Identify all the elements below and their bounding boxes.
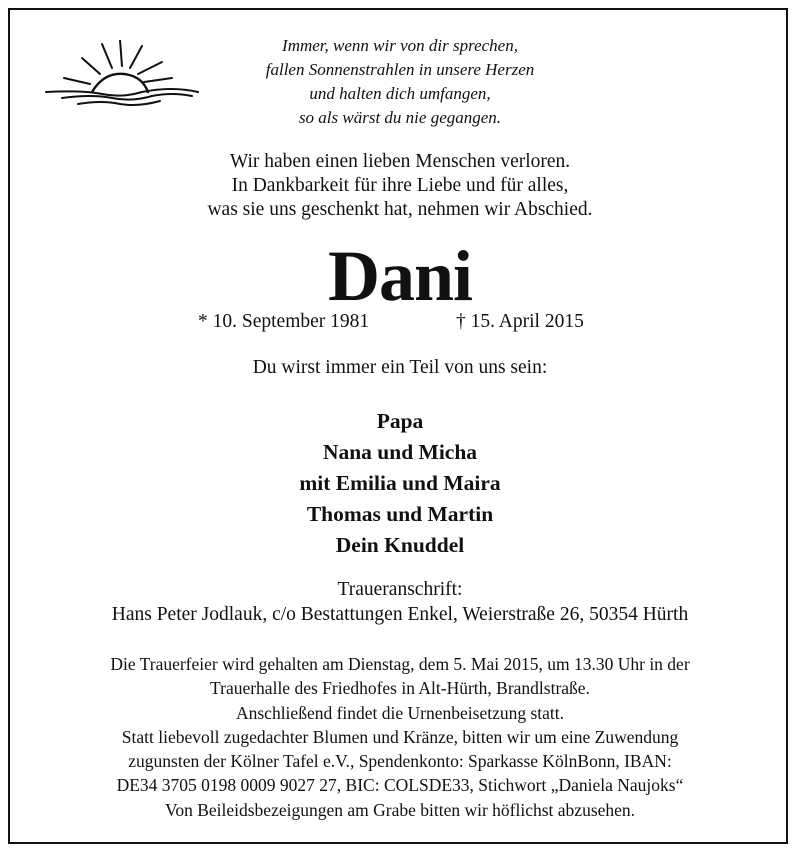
deceased-name: Dani (327, 236, 473, 316)
intro-line: was sie uns geschenkt hat, nehmen wir Abschied. (207, 199, 593, 220)
family-line: Nana und Micha (322, 440, 478, 464)
mourning-address: Hans Peter Jodlauk, c/o Bestattungen Enkel, Weierstraße 26, 50354 Hürth (111, 604, 689, 625)
family-line: Papa (376, 409, 424, 433)
death-date: † 15. April 2015 (456, 311, 584, 332)
sunrise-icon (42, 40, 200, 110)
notice-line: Statt liebevoll zugedachter Blumen und Kränze, bitten wir um eine Zuwendung (121, 726, 679, 747)
notice-line: Anschließend findet die Urnenbeisetzung statt. (235, 702, 565, 723)
family-line: mit Emilia und Maira (299, 471, 501, 495)
birth-date: * 10. September 1981 (198, 311, 370, 332)
part-of-us-text: Du wirst immer ein Teil von uns sein: (252, 357, 548, 378)
notice-line: Von Beileidsbezeigungen am Grabe bitten wir höflichst abzusehen. (164, 799, 636, 820)
family-line: Thomas und Martin (306, 502, 494, 526)
poem (200, 34, 600, 130)
funeral-notice (20, 652, 780, 822)
intro-line: Wir haben einen lieben Menschen verloren. (229, 151, 571, 172)
address-label: Traueranschrift: (337, 579, 463, 600)
intro-line: In Dankbarkeit für ihre Liebe und für alles, (231, 175, 569, 196)
poem-line: Immer, wenn wir von dir sprechen, (282, 36, 518, 55)
family-line: Dein Knuddel (335, 533, 465, 557)
notice-line: Trauerhalle des Friedhofes in Alt-Hürth, Brandlstraße. (210, 678, 590, 699)
poem-line: fallen Sonnenstrahlen in unsere Herzen (265, 60, 535, 79)
poem-line: so als wärst du nie gegangen. (298, 108, 502, 127)
intro-text (100, 150, 700, 222)
notice-line: zugunsten der Kölner Tafel e.V., Spendenkonto: Sparkasse KölnBonn, IBAN: (128, 751, 672, 772)
family-list (150, 406, 650, 561)
notice-line: Die Trauerfeier wird gehalten am Dienstag, dem 5. Mai 2015, um 13.30 Uhr in der (110, 654, 690, 674)
poem-line: und halten dich umfangen, (309, 84, 491, 103)
notice-line: DE34 3705 0198 0009 9027 27, BIC: COLSDE33, Stichwort „Daniela Naujoks“ (116, 775, 684, 796)
